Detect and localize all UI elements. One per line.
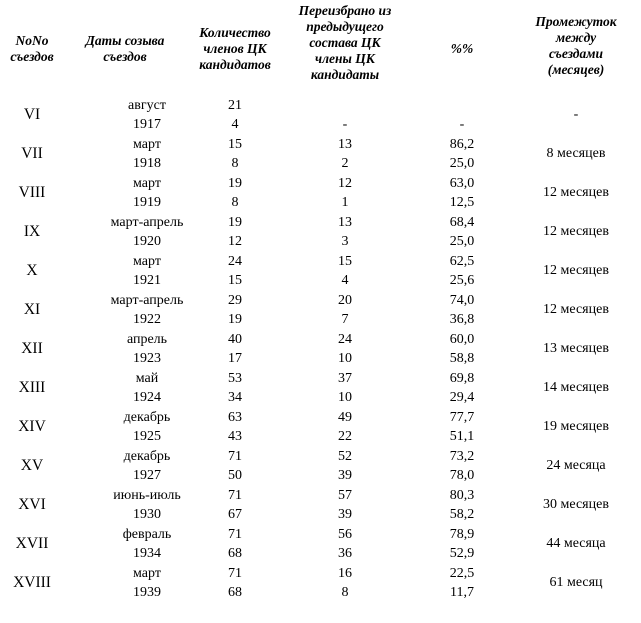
reelected-candidates: 39 (338, 468, 352, 483)
reelected (310, 525, 380, 563)
header-reelected (285, 3, 405, 83)
header-interval (515, 14, 637, 78)
reelected-members: 52 (338, 449, 352, 464)
cc-count (200, 486, 270, 524)
reelected-members (310, 96, 380, 115)
percent-members: 62,5 (449, 254, 475, 269)
congress-date-period: декабрь (123, 449, 171, 464)
interval: - (573, 107, 579, 122)
percent-members (420, 96, 504, 115)
reelected (310, 174, 380, 212)
congress-number: XVI (18, 496, 46, 513)
percent (420, 174, 504, 212)
percent-members: 74,0 (449, 293, 475, 308)
cc-members-count: 19 (228, 215, 242, 230)
congress-date-year: 1923 (133, 351, 161, 366)
congress-date-year: 1939 (133, 585, 161, 600)
cc-members-count: 21 (228, 98, 242, 113)
reelected (310, 369, 380, 407)
cc-count (200, 252, 270, 290)
cc-members-count: 71 (228, 488, 242, 503)
congress-date-period: июнь-июль (113, 488, 181, 503)
cc-candidates-count: 4 (231, 117, 239, 132)
cc-members-count: 71 (228, 566, 242, 581)
reelected (310, 486, 380, 524)
cc-candidates-count: 17 (228, 351, 242, 366)
table-row (0, 135, 641, 174)
congress-number: XVII (15, 535, 49, 552)
table-row (0, 252, 641, 291)
reelected-members: 12 (338, 176, 352, 191)
reelected-members: 57 (338, 488, 352, 503)
cc-candidates-count: 12 (228, 234, 242, 249)
interval: 12 месяцев (543, 263, 609, 278)
percent-candidates: 25,0 (449, 234, 475, 249)
reelected-members: 56 (338, 527, 352, 542)
percent-members: 80,3 (449, 488, 475, 503)
congress-date-period: август (128, 98, 166, 113)
cc-count (200, 369, 270, 407)
cc-count (200, 135, 270, 173)
percent-candidates: 12,5 (449, 195, 475, 210)
reelected-members: 13 (338, 137, 352, 152)
percent-members: 73,2 (449, 449, 475, 464)
table-row (0, 369, 641, 408)
reelected (310, 213, 380, 251)
percent-candidates: 36,8 (449, 312, 475, 327)
header-num-line: съездов (10, 49, 54, 64)
reelected-members: 15 (338, 254, 352, 269)
table-row (0, 525, 641, 564)
cc-candidates-count: 34 (228, 390, 242, 405)
congress-date-period: апрель (126, 332, 168, 347)
header-reelected-line: состава ЦК (309, 35, 381, 50)
congress-date-period: февраль (122, 527, 172, 542)
header-percent-line: %% (450, 41, 474, 56)
percent-members: 77,7 (449, 410, 475, 425)
percent (420, 408, 504, 446)
cc-count (200, 564, 270, 602)
percent-candidates: 78,0 (449, 468, 475, 483)
congress-date-year: 1930 (133, 507, 161, 522)
congress-date-year: 1934 (133, 546, 161, 561)
congress-number: XIII (18, 379, 46, 396)
reelected (310, 96, 380, 134)
header-percent (420, 41, 504, 57)
percent-candidates: 25,0 (449, 156, 475, 171)
percent (420, 96, 504, 134)
reelected (310, 252, 380, 290)
cc-members-count: 15 (228, 137, 242, 152)
interval: 13 месяцев (543, 341, 609, 356)
congress-date-period: март (133, 176, 161, 191)
congress-date-year: 1918 (133, 156, 161, 171)
table-row (0, 213, 641, 252)
table-row (0, 174, 641, 213)
percent-members: 78,9 (449, 527, 475, 542)
table-row (0, 447, 641, 486)
cc-count (200, 447, 270, 485)
reelected-members: 20 (338, 293, 352, 308)
header-count-line: кандидатов (199, 57, 271, 72)
percent-candidates: 25,6 (449, 273, 475, 288)
congress-date-year: 1919 (133, 195, 161, 210)
reelected-members: 37 (338, 371, 352, 386)
cc-candidates-count: 67 (228, 507, 242, 522)
congress-date-year: 1917 (133, 117, 161, 132)
percent-candidates: 52,9 (449, 546, 475, 561)
interval: 12 месяцев (543, 185, 609, 200)
percent-candidates: 11,7 (450, 585, 474, 600)
cc-members-count: 19 (228, 176, 242, 191)
congress-date-period: март (133, 566, 161, 581)
table-row (0, 291, 641, 330)
cc-candidates-count: 19 (228, 312, 242, 327)
congress-number: IX (23, 223, 41, 240)
congress-date-period: март-апрель (110, 215, 184, 230)
cc-candidates-count: 68 (228, 585, 242, 600)
header-num-line: NoNo (15, 33, 49, 48)
header-reelected-line: Переизбрано из (298, 3, 392, 18)
cc-candidates-count: 8 (231, 195, 239, 210)
congress-number: XII (21, 340, 43, 357)
reelected-members: 13 (338, 215, 352, 230)
congress-date-period: декабрь (123, 410, 171, 425)
reelected-candidates: 7 (341, 312, 349, 327)
congress-number: XI (23, 301, 41, 318)
reelected (310, 330, 380, 368)
congress-number: VII (21, 145, 43, 162)
percent (420, 447, 504, 485)
reelected (310, 291, 380, 329)
percent (420, 525, 504, 563)
congress-number: VI (23, 106, 41, 123)
cc-candidates-count: 15 (228, 273, 242, 288)
congress-date-year: 1920 (133, 234, 161, 249)
percent-members: 22,5 (449, 566, 475, 581)
percent-candidates: 58,8 (449, 351, 475, 366)
cc-members-count: 24 (228, 254, 242, 269)
reelected-candidates: 10 (338, 390, 352, 405)
reelected-members: 24 (338, 332, 352, 347)
interval: 44 месяца (546, 536, 606, 551)
reelected-candidates: 10 (338, 351, 352, 366)
congress-date-year: 1927 (133, 468, 161, 483)
header-reelected-line: предыдущего (306, 19, 384, 34)
reelected-candidates: - (342, 117, 348, 132)
congress-number: XVIII (13, 574, 51, 591)
percent (420, 252, 504, 290)
interval: 14 месяцев (543, 380, 609, 395)
percent-members: 69,8 (449, 371, 475, 386)
percent (420, 564, 504, 602)
percent-members: 68,4 (449, 215, 475, 230)
interval: 12 месяцев (543, 302, 609, 317)
congress-date-year: 1922 (133, 312, 161, 327)
percent-members: 63,0 (449, 176, 475, 191)
header-interval-line: съездами (548, 46, 604, 61)
reelected-candidates: 39 (338, 507, 352, 522)
cc-members-count: 29 (228, 293, 242, 308)
reelected (310, 564, 380, 602)
header-count-line: Количество (199, 25, 271, 40)
reelected-candidates: 4 (341, 273, 349, 288)
reelected (310, 447, 380, 485)
cc-count (200, 330, 270, 368)
cc-count (200, 291, 270, 329)
cc-count (200, 213, 270, 251)
reelected-candidates: 8 (341, 585, 349, 600)
cc-count (200, 408, 270, 446)
header-interval-line: между (555, 30, 597, 45)
percent (420, 291, 504, 329)
congress-date-period: март (133, 254, 161, 269)
reelected-members: 49 (338, 410, 352, 425)
interval: 19 месяцев (543, 419, 609, 434)
cc-count (200, 525, 270, 563)
reelected-candidates: 2 (341, 156, 349, 171)
reelected-members: 16 (338, 566, 352, 581)
header-reelected-line: члены ЦК (315, 51, 375, 66)
header-interval-line: Промежуток (535, 14, 617, 29)
cc-candidates-count: 50 (228, 468, 242, 483)
interval: 61 месяц (549, 575, 603, 590)
header-interval-line: (месяцев) (547, 62, 605, 77)
header-dates-line: Даты созыва (85, 33, 165, 48)
percent (420, 135, 504, 173)
cc-members-count: 40 (228, 332, 242, 347)
table-row (0, 486, 641, 525)
header-count-line: членов ЦК (203, 41, 267, 56)
percent (420, 486, 504, 524)
header-num (0, 33, 64, 65)
congress-date-year: 1921 (133, 273, 161, 288)
cc-candidates-count: 68 (228, 546, 242, 561)
cc-members-count: 53 (228, 371, 242, 386)
congress-number: VIII (18, 184, 46, 201)
reelected-candidates: 3 (341, 234, 349, 249)
header-count (185, 25, 285, 73)
congress-date-period: март-апрель (110, 293, 184, 308)
cc-candidates-count: 43 (228, 429, 242, 444)
reelected-candidates: 1 (341, 195, 349, 210)
congress-date-year: 1925 (133, 429, 161, 444)
header-dates (60, 33, 190, 65)
table-row (0, 96, 641, 135)
percent-members: 86,2 (449, 137, 475, 152)
cc-members-count: 71 (228, 449, 242, 464)
header-reelected-line: кандидаты (310, 67, 380, 82)
table-row (0, 330, 641, 369)
congress-number: X (26, 262, 38, 279)
congress-date-period: май (135, 371, 159, 386)
reelected-candidates: 36 (338, 546, 352, 561)
percent-candidates: 58,2 (449, 507, 475, 522)
congress-date-year: 1924 (133, 390, 161, 405)
interval: 12 месяцев (543, 224, 609, 239)
cc-members-count: 71 (228, 527, 242, 542)
interval: 30 месяцев (543, 497, 609, 512)
cc-count (200, 174, 270, 212)
percent-candidates: 51,1 (449, 429, 475, 444)
reelected (310, 135, 380, 173)
interval: 24 месяца (546, 458, 606, 473)
cc-candidates-count: 8 (231, 156, 239, 171)
percent-candidates: 29,4 (449, 390, 475, 405)
table-row (0, 564, 641, 603)
congress-number: XV (20, 457, 44, 474)
cc-members-count: 63 (228, 410, 242, 425)
reelected-candidates: 22 (338, 429, 352, 444)
percent-members: 60,0 (449, 332, 475, 347)
congress-number: XIV (18, 418, 46, 435)
percent (420, 213, 504, 251)
percent (420, 369, 504, 407)
reelected (310, 408, 380, 446)
interval: 8 месяцев (546, 146, 606, 161)
table-row (0, 408, 641, 447)
congress-date-period: март (133, 137, 161, 152)
header-dates-line: съездов (103, 49, 147, 64)
percent (420, 330, 504, 368)
cc-count (200, 96, 270, 134)
percent-candidates: - (459, 117, 465, 132)
